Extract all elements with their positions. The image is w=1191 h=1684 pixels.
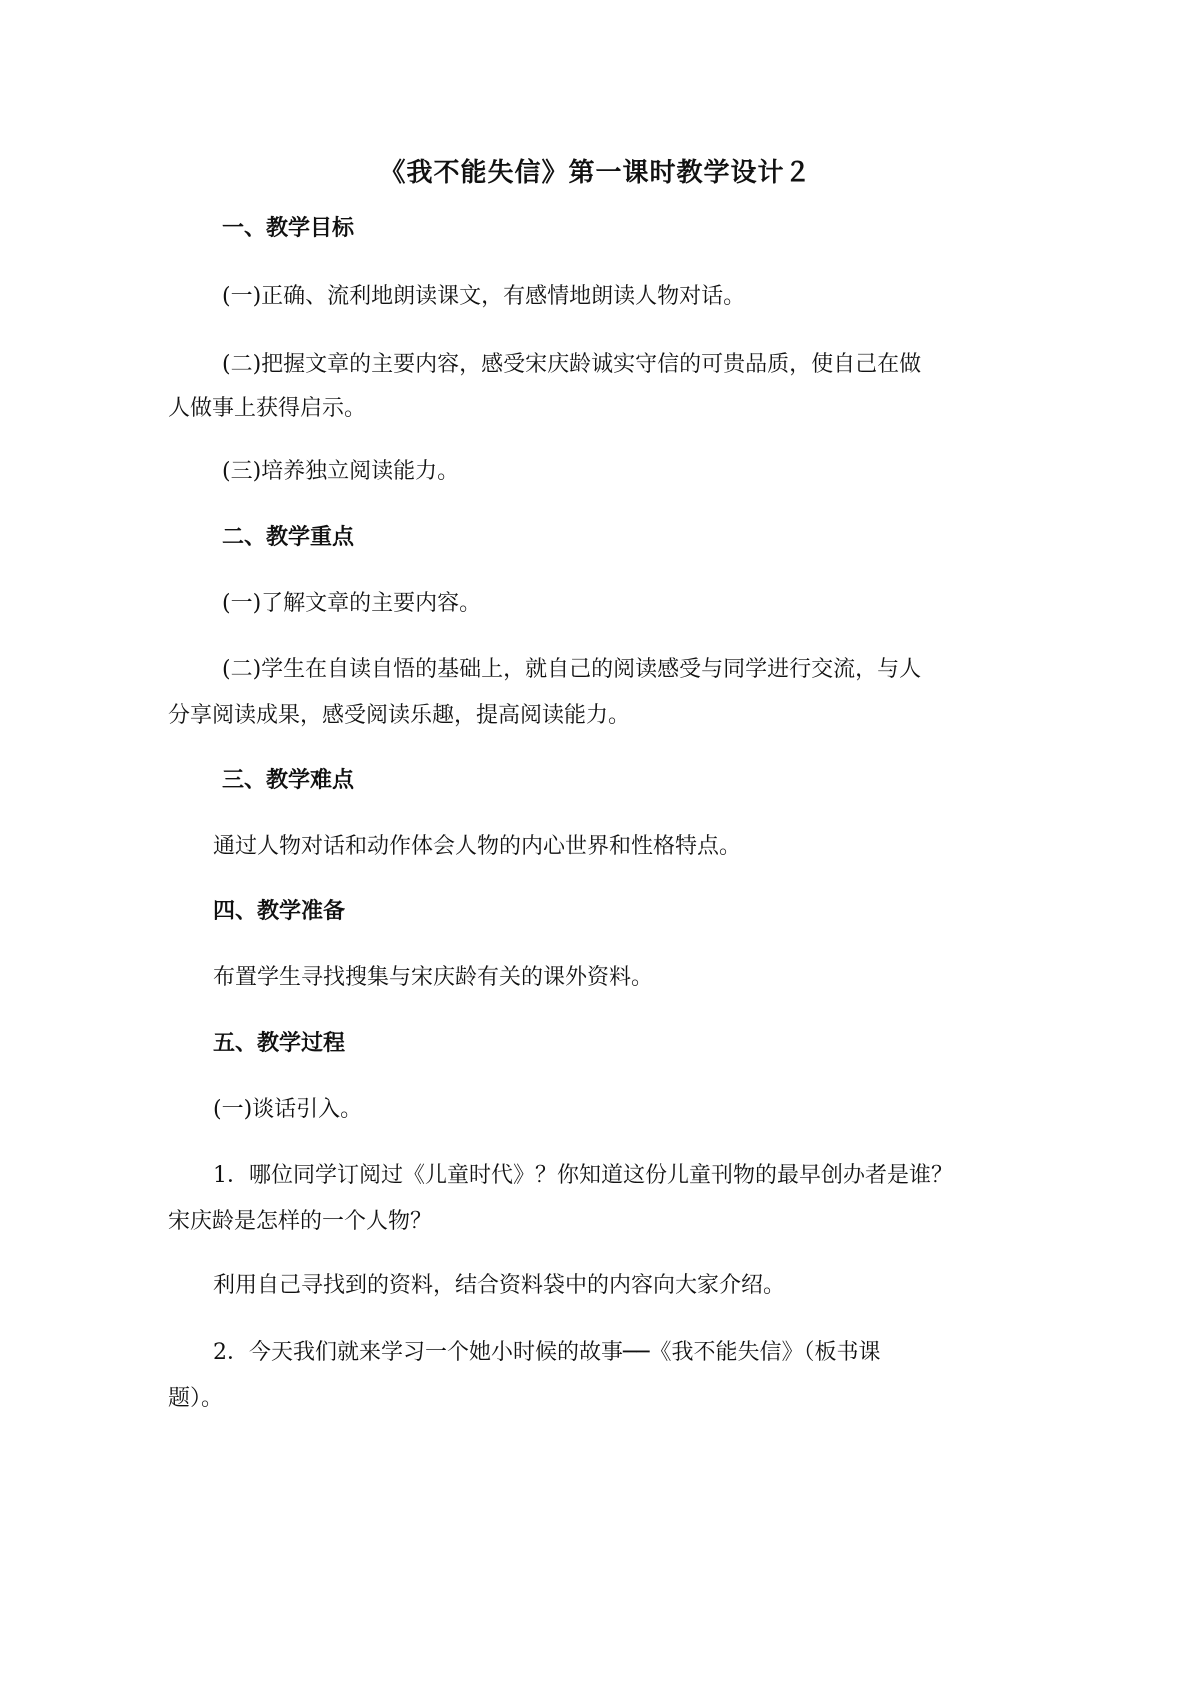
- section-heading-key-points: 二、教学重点: [222, 525, 355, 550]
- preparation-text: 布置学生寻找搜集与宋庆龄有关的课外资料。: [213, 965, 654, 990]
- key-point-item-2-line-1: (二)学生在自读自悟的基础上，就自己的阅读感受与同学进行交流，与人: [222, 657, 922, 682]
- process-question-2-line-1: 2．今天我们就来学习一个她小时候的故事──《我不能失信》（板书课: [213, 1340, 881, 1365]
- key-point-item-1: (一)了解文章的主要内容。: [222, 591, 482, 616]
- process-question-1-line-1: 1．哪位同学订阅过《儿童时代》？你知道这份儿童刊物的最早创办者是谁？: [213, 1163, 953, 1188]
- objective-item-1: (一)正确、流利地朗读课文，有感情地朗读人物对话。: [222, 284, 746, 309]
- objective-item-2-line-2: 人做事上获得启示。: [168, 396, 367, 421]
- process-question-1-followup: 利用自己寻找到的资料，结合资料袋中的内容向大家介绍。: [213, 1273, 786, 1298]
- objective-item-3: (三)培养独立阅读能力。: [222, 459, 460, 484]
- difficulties-text: 通过人物对话和动作体会人物的内心世界和性格特点。: [213, 834, 742, 859]
- process-question-1-line-2: 宋庆龄是怎样的一个人物？: [168, 1209, 433, 1234]
- section-heading-preparation: 四、教学准备: [213, 899, 346, 924]
- objective-item-2-line-1: (二)把握文章的主要内容，感受宋庆龄诚实守信的可贵品质，使自己在做: [222, 352, 922, 377]
- section-heading-process: 五、教学过程: [213, 1031, 346, 1056]
- page-title: 《我不能失信》第一课时教学设计２: [379, 158, 812, 188]
- section-heading-objectives: 一、教学目标: [222, 216, 355, 241]
- key-point-item-2-line-2: 分享阅读成果，感受阅读乐趣，提高阅读能力。: [168, 703, 631, 728]
- section-heading-difficulties: 三、教学难点: [222, 768, 355, 793]
- process-sub-1: (一)谈话引入。: [213, 1097, 363, 1122]
- process-question-2-line-2: 题）。: [168, 1386, 224, 1411]
